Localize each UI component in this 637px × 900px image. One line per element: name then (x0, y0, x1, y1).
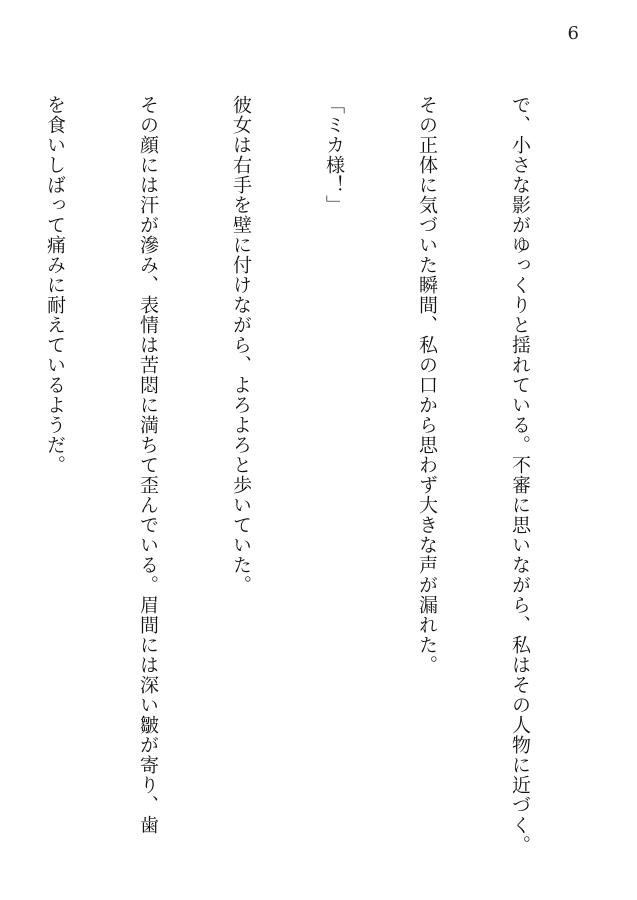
text-line: で、小さな影がゆっくりと揺れている。不審に思いながら、私はその人物に近づく。 (509, 95, 531, 855)
text-line: その顔には汗が滲み、表情は苦悶に満ちて歪んでいる。眉間には深い皺が寄り、歯 (137, 95, 159, 835)
text-line: 「ミカ様！」 (323, 95, 345, 215)
text-line: その正体に気づいた瞬間、私の口から思わず大きな声が漏れた。 (416, 95, 438, 675)
text-line: を食いしばって痛みに耐えているようだ。 (44, 95, 66, 475)
vertical-text-body (0, 95, 597, 875)
text-line: 彼女は右手を壁に付けながら、よろよろと歩いていた。 (230, 95, 252, 595)
page-number: 6 (567, 23, 579, 44)
